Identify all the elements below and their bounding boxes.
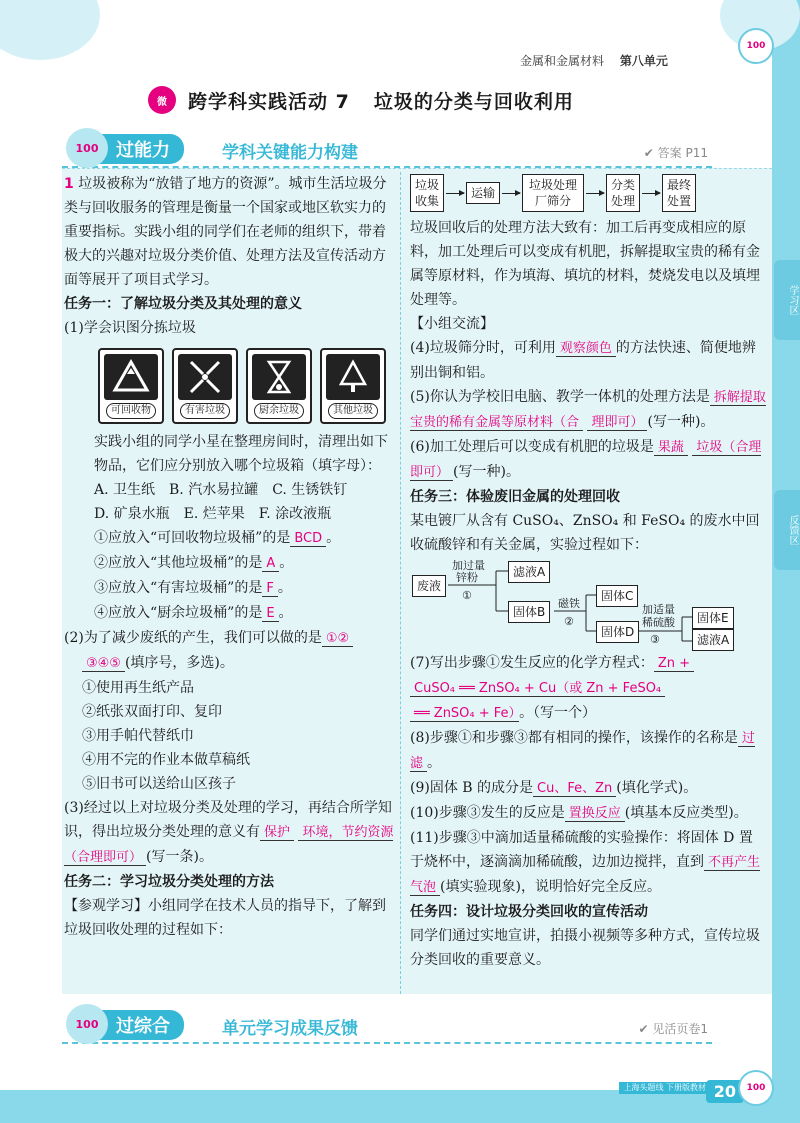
answer-blank[interactable]: 果蔬: [654, 440, 688, 456]
flow-step: 最终处置: [662, 174, 696, 212]
question-5: (5)你认为学校旧电脑、教学一体机的处理方法是 拆解提取宝贵的稀有金属等原材料（合 理即可） (写一种)。: [410, 389, 766, 430]
side-tab-feedback[interactable]: 反馈区: [774, 490, 800, 570]
answer-blank[interactable]: ①②: [322, 631, 353, 647]
tree-icon: [326, 354, 380, 400]
solid-c-box: 固体C: [596, 585, 638, 607]
question-4: (4)垃圾筛分时，可利用 观察颜色 的方法快速、简便地辨别出铜和铝。: [410, 340, 756, 381]
answer-blank[interactable]: BCD: [290, 531, 326, 547]
answer-reference[interactable]: ✔ 见活页卷1: [638, 1022, 708, 1036]
section-badge: 100 过综合: [82, 1010, 184, 1040]
answer-blank[interactable]: 理即可）: [587, 415, 647, 431]
right-column: [410, 172, 766, 972]
hazardous-bin: 有害垃圾: [172, 348, 238, 424]
intro-paragraph: 1 垃圾被称为“放错了地方的资源”。城市生活垃圾分类与回收服务的管理是衡量一个国家或地区软实力的重要指标。实践小组的同学们在老师的组织下，带着极大的兴趣对垃圾分类价值、处理方法及宣传活动方面等展开了项目式学习。: [64, 176, 387, 288]
answer-reference[interactable]: ✔ 答案 P11: [643, 146, 708, 160]
answer-blank[interactable]: 保护: [260, 825, 294, 841]
flow-step: 垃圾处理厂筛分: [522, 174, 584, 212]
option-3: ③用手帕代替纸巾: [82, 728, 194, 744]
answer-blank[interactable]: 拆解提取宝贵的稀有金属等原材料（合: [410, 390, 766, 430]
page-number: 20: [706, 1080, 744, 1103]
answer-blank[interactable]: F: [262, 581, 277, 597]
answer-blank[interactable]: 过滤: [410, 731, 755, 771]
section-subtitle: 单元学习成果反馈: [222, 1019, 358, 1039]
header-unit: 第八单元: [619, 54, 668, 68]
answer-blank[interactable]: Zn +: [654, 656, 694, 672]
mascot-icon: 100: [66, 1004, 108, 1044]
solid-b-box: 固体B: [508, 601, 550, 623]
task-2-heading: 任务二：学习垃圾分类处理的方法: [64, 874, 274, 890]
star-badge-icon: 微: [148, 86, 176, 114]
recycle-icon: [104, 354, 158, 400]
recyclable-bin: 可回收物: [98, 348, 164, 424]
side-tab-study[interactable]: 学习区: [774, 260, 800, 340]
group-discussion-label: 【小组交流】: [410, 316, 494, 332]
task-3-heading: 任务三：体验废旧金属的处理回收: [410, 489, 620, 505]
section-header-ability: [62, 134, 712, 168]
kitchen-waste-bin: 厨余垃圾: [246, 348, 312, 424]
option-2: ②纸张双面打印、复印: [82, 704, 222, 720]
question-8: (8)步骤①和步骤③都有相同的操作，该操作的名称是 过滤 。: [410, 730, 755, 771]
items-row-2: D. 矿泉水瓶 E. 烂苹果 F. 涂改液瓶: [94, 506, 332, 522]
answer-blank[interactable]: A: [262, 556, 279, 572]
answer-blank[interactable]: 观察颜色: [556, 341, 616, 357]
answer-blank[interactable]: CuSO₄ ══ ZnSO₄ + Cu（或 Zn + FeSO₄: [410, 681, 665, 697]
left-column: [64, 172, 394, 942]
hourglass-icon: [252, 354, 306, 400]
page-title: [148, 84, 660, 116]
arrow-icon: [586, 193, 604, 194]
answer-blank[interactable]: 垃圾（合理即可）: [410, 440, 762, 480]
option-1: ①使用再生纸产品: [82, 680, 194, 696]
recovery-paragraph: 某电镀厂从含有 CuSO₄、ZnSO₄ 和 FeSO₄ 的废水中回收硫酸锌和有关金属，实验过程如下：: [410, 513, 760, 553]
answer-kitchen: ④应放入“厨余垃圾桶”的是 E 。: [94, 605, 293, 621]
other-waste-bin: 其他垃圾: [320, 348, 386, 424]
arrow-icon: [642, 193, 660, 194]
mascot-icon: 100: [738, 28, 774, 64]
section-subtitle: 学科关键能力构建: [222, 143, 358, 163]
running-header: [520, 52, 668, 69]
mascot-icon: 100: [738, 1070, 774, 1106]
answer-hazardous: ③应放入“有害垃圾桶”的是 F 。: [94, 580, 292, 596]
processing-paragraph: 垃圾回收后的处理方法大致有：加工后再变成相应的原料，加工处理后可以变成有机肥，拆解提取宝贵的稀有金属等原材料，作为填海、填坑的材料，焚烧发电以及填埋处理等。: [410, 220, 760, 308]
answer-blank[interactable]: 环境，节约资源（合理即可）: [64, 825, 394, 865]
section-header-summary: [62, 1010, 712, 1044]
answer-blank[interactable]: Cu、Fe、Zn: [533, 781, 616, 797]
question-9: (9)固体 B 的成分是 Cu、Fe、Zn (填化学式)。: [410, 780, 698, 796]
task-4-heading: 任务四：设计垃圾分类回收的宣传活动: [410, 904, 648, 920]
waste-liquid-box: 废液: [412, 575, 446, 597]
arrow-icon: [502, 193, 520, 194]
footer-tag: 上海头题线 下册版教材: [619, 1082, 710, 1094]
task-1-heading: 任务一：了解垃圾分类及其处理的意义: [64, 296, 302, 312]
column-divider: [400, 172, 401, 994]
solid-d-box: 固体D: [596, 621, 639, 643]
question-1: (1)学会识图分拣垃圾: [64, 320, 196, 336]
title-text: 跨学科实践活动 7 垃圾的分类与回收利用: [188, 90, 574, 113]
question-1-text: 实践小组的同学小星在整理房间时，清理出如下物品，它们应分别放入哪个垃圾箱（填字母）：: [94, 434, 388, 474]
arrow-icon: [446, 193, 464, 194]
answer-blank[interactable]: E: [262, 606, 278, 622]
answer-blank[interactable]: 置换反应: [565, 806, 625, 822]
filtrate-a-box: 滤液A: [508, 561, 550, 583]
promotion-paragraph: 同学们通过实地宣讲，拍摄小视频等多种方式，宣传垃圾分类回收的重要意义。: [410, 928, 760, 968]
answer-other: ②应放入“其他垃圾桶”的是 A 。: [94, 555, 294, 571]
flow-step: 垃圾收集: [410, 174, 444, 212]
header-subject: 金属和金属材料: [520, 54, 605, 68]
question-3: (3)经过以上对垃圾分类及处理的学习，再结合所学知识，得出垃圾分类处理的意义有 保护 环境，节约资源（合理即可） (写一条)。: [64, 800, 394, 865]
chemical-process-diagram: 废液 加过量 锌粉 ① 滤液A 固体B 磁铁 ② 固体C 固体D 加适量 稀硫酸 ③ 固体E 滤液A: [410, 559, 766, 645]
solid-e-box: 固体E: [692, 607, 734, 629]
flow-step: 分类处理: [606, 174, 640, 212]
question-6: (6)加工处理后可以变成有机肥的垃圾是 果蔬 垃圾（合理即可） (写一种)。: [410, 439, 762, 480]
answer-recyclable: ①应放入“可回收物垃圾桶”的是 BCD 。: [94, 530, 341, 546]
question-7: (7)写出步骤①发生反应的化学方程式： Zn + CuSO₄ ══ ZnSO₄ + Cu（或 Zn + FeSO₄ ══ ZnSO₄ + Fe） 。（写一个）: [410, 651, 766, 726]
process-flow: [410, 174, 766, 212]
section-badge: 100 过能力: [82, 134, 184, 164]
hazard-arrows-icon: [178, 354, 232, 400]
question-2: (2)为了减少废纸的产生，我们可以做的是 ①② ③④⑤ (填序号，多选)。: [64, 626, 394, 676]
flow-step: 运输: [466, 182, 500, 204]
option-4: ④用不完的作业本做草稿纸: [82, 752, 250, 768]
footer-bar: [0, 1090, 772, 1123]
answer-blank[interactable]: ③④⑤: [82, 656, 125, 672]
filtrate-a2-box: 滤液A: [692, 629, 734, 651]
items-row-1: A. 卫生纸 B. 汽水易拉罐 C. 生锈铁钉: [94, 482, 348, 498]
question-10: (10)步骤③发生的反应是 置换反应 (填基本反应类型)。: [410, 805, 748, 821]
question-11: (11)步骤③中滴加适量稀硫酸的实验操作：将固体 D 置于烧杯中，逐滴滴加稀硫酸，边加边搅拌，直到 不再产生气泡 (填实验现象)，说明恰好完全反应。: [410, 830, 761, 895]
mascot-icon: 100: [66, 128, 108, 168]
answer-blank[interactable]: ══ ZnSO₄ + Fe）: [410, 706, 519, 722]
option-5: ⑤旧书可以送给山区孩子: [82, 776, 236, 792]
reference-study: 【参观学习】小组同学在技术人员的指导下，了解到垃圾回收处理的过程如下：: [64, 898, 386, 938]
bin-icons-row: [98, 348, 394, 424]
answer-blank[interactable]: 不再产生气泡: [410, 855, 761, 895]
